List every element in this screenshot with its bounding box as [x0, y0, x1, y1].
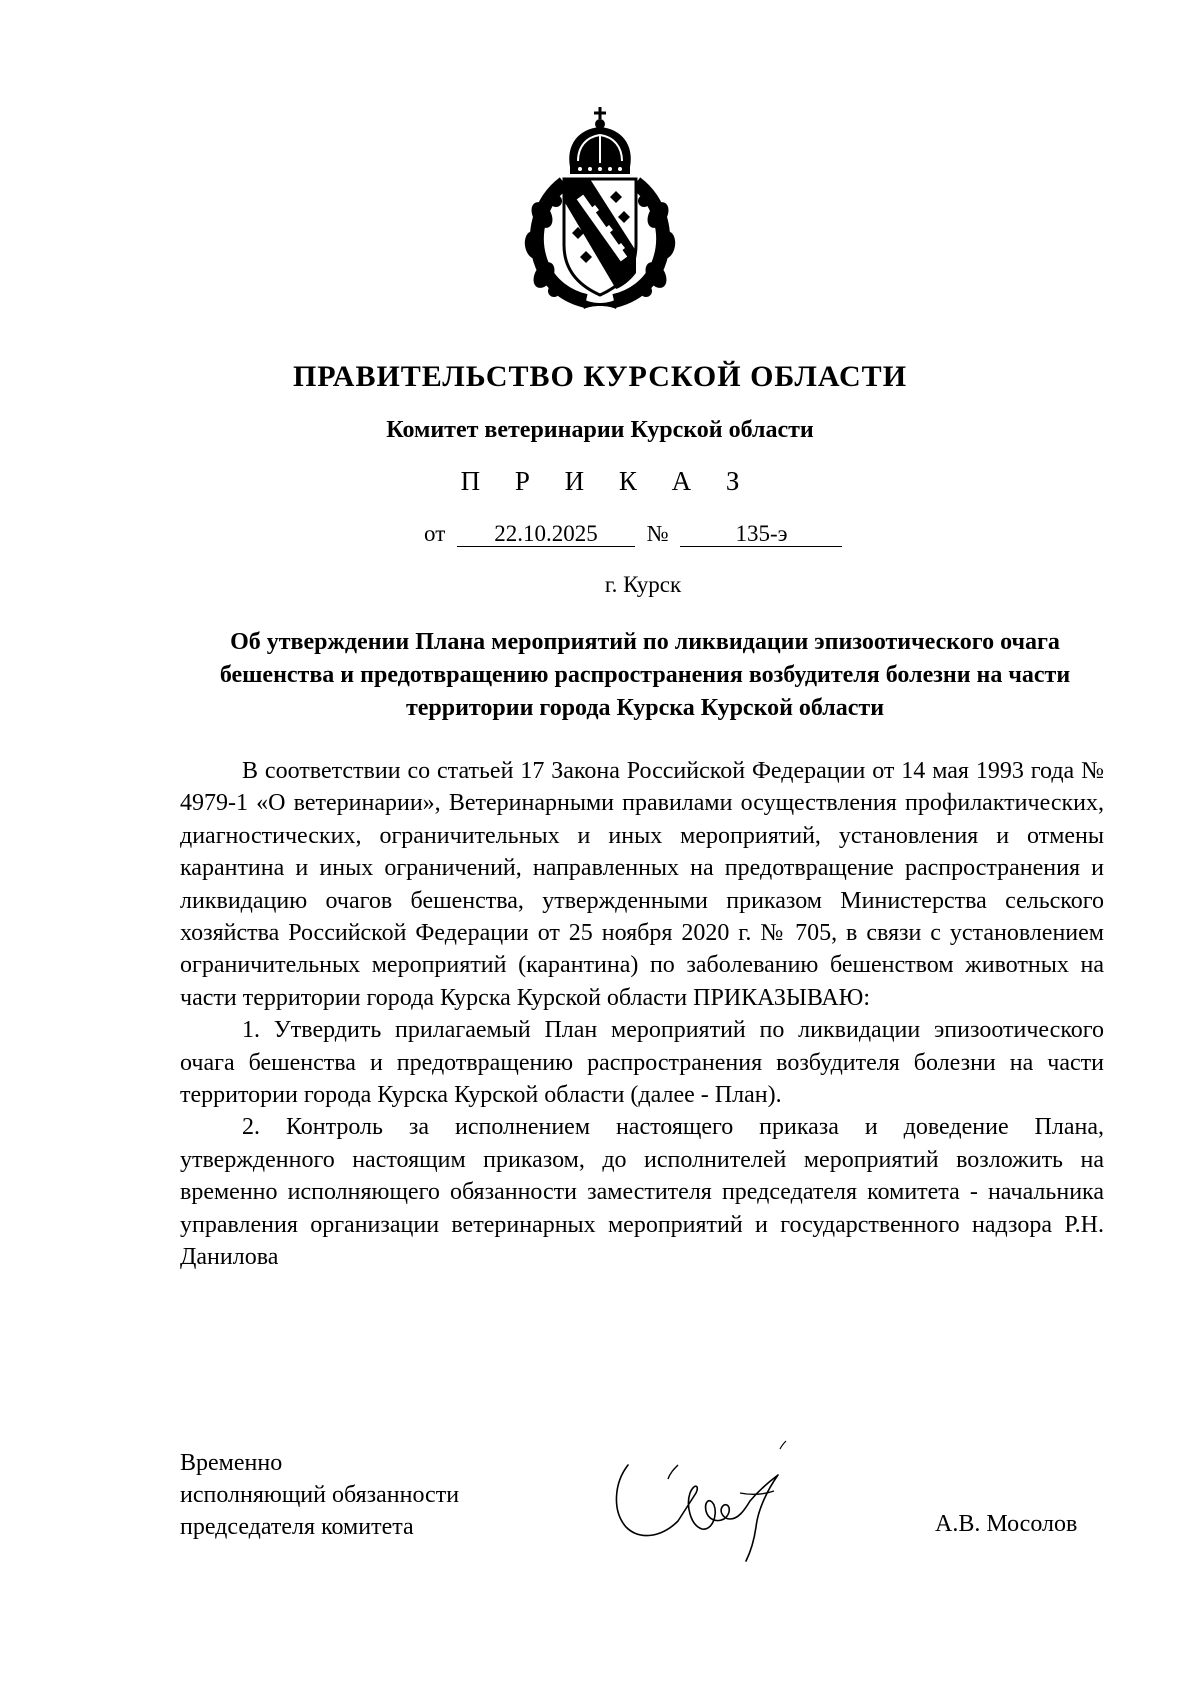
signer-position-line: Временно	[180, 1450, 283, 1476]
order-number: 135-э	[680, 522, 842, 547]
document-type: П Р И К А З	[460, 466, 754, 496]
government-title: ПРАВИТЕЛЬСТВО КУРСКОЙ ОБЛАСТИ	[292, 360, 908, 393]
order-from-label: от	[424, 521, 446, 546]
document-body	[180, 755, 1104, 1274]
order-details	[424, 521, 842, 547]
body-paragraph-preamble: В соответствии со статьей 17 Закона Российской Федерации от 14 мая 1993 года № 4979-1 «О ветеринарии», Ветеринарными правилами осуществления профилактических, диагностических, ограничительных и иных мероприятий, установления и отмены карантина и иных ограничений, направленных на предотвращение распространения и ликвидацию очагов бешенства, утвержденными приказом Министерства сельского хозяйства Российской Федерации от 25 ноября 2020 г. № 705, в связи с установлением ограничительных мероприятий (карантина) по заболеванию бешенством животных на части территории города Курска Курской области ПРИКАЗЫВАЮ:	[180, 758, 1104, 1011]
body-paragraph-item-2: 2. Контроль за исполнением настоящего приказа и доведение Плана, утвержденного настоящим приказом, до исполнителей мероприятий возложить на временно исполняющего обязанности заместителя председателя комитета - начальника управления организации ветеринарных мероприятий и государственного надзора Р.Н. Данилова	[180, 1114, 1104, 1271]
document-subject: Об утверждении Плана мероприятий по ликвидации эпизоотического очага бешенства и предотвращению распространения возбудителя болезни на части территории города Курска Курской области	[219, 629, 1071, 721]
signer-position-line: исполняющий обязанности	[180, 1482, 460, 1508]
signer-name: А.В. Мосолов	[935, 1511, 1078, 1537]
order-number-label: №	[646, 521, 669, 546]
body-paragraph-item-1: 1. Утвердить прилагаемый План мероприятий по ликвидации эпизоотического очага бешенства и предотвращению распространения возбудителя болезни на части территории города Курска Курской области (далее - План).	[180, 1017, 1104, 1109]
committee-name: Комитет ветеринарии Курской области	[386, 417, 814, 443]
signer-position	[180, 1447, 459, 1543]
kursk-coat-of-arms-icon	[520, 105, 680, 310]
order-date: 22.10.2025	[457, 522, 635, 547]
signer-position-line: председателя комитета	[180, 1514, 414, 1540]
city: г. Курск	[604, 572, 682, 597]
handwritten-signature-icon	[610, 1435, 830, 1565]
